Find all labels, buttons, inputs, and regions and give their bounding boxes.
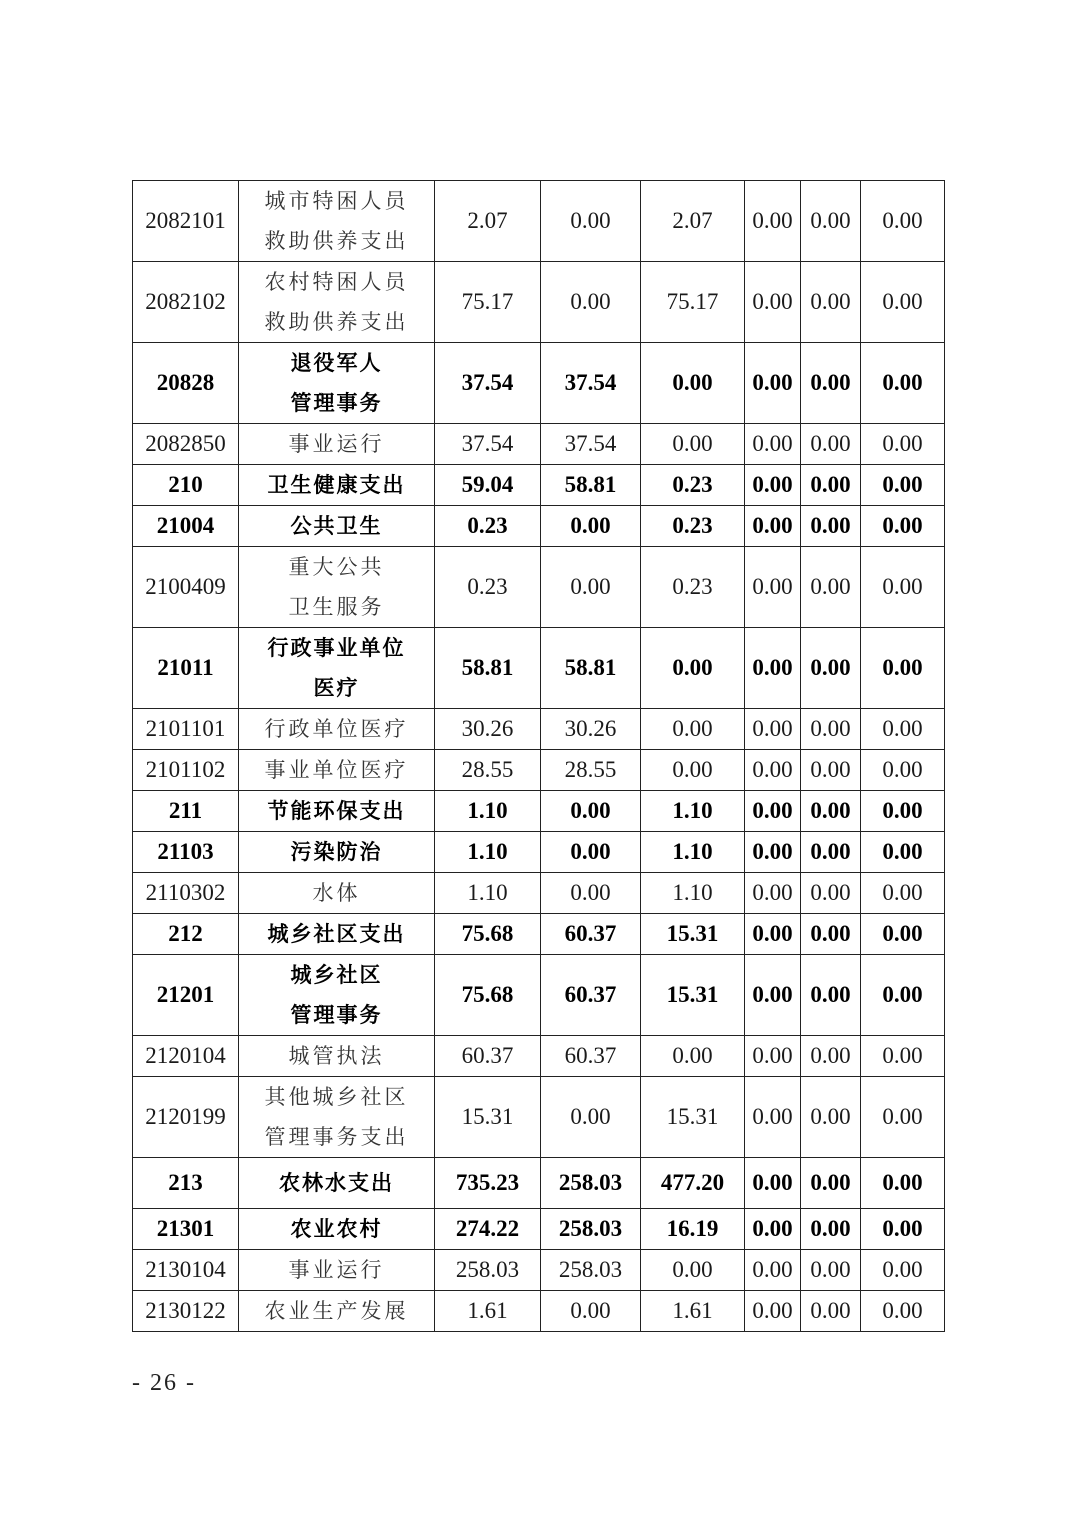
value-cell: 0.00 xyxy=(801,955,861,1036)
value-cell: 0.00 xyxy=(861,262,945,343)
value-cell: 0.00 xyxy=(745,1077,801,1158)
value-cell: 75.68 xyxy=(435,914,541,955)
value-cell: 0.00 xyxy=(801,791,861,832)
value-cell: 0.00 xyxy=(745,1250,801,1291)
table-row xyxy=(133,873,945,914)
value-cell: 0.23 xyxy=(641,506,745,547)
name-cell: 农业农村 xyxy=(239,1209,435,1250)
value-cell: 274.22 xyxy=(435,1209,541,1250)
code-cell: 212 xyxy=(133,914,239,955)
value-cell: 28.55 xyxy=(435,750,541,791)
code-cell: 2130104 xyxy=(133,1250,239,1291)
name-cell: 水体 xyxy=(239,873,435,914)
code-cell: 2101102 xyxy=(133,750,239,791)
value-cell: 2.07 xyxy=(641,181,745,262)
value-cell: 0.00 xyxy=(861,832,945,873)
value-cell: 1.10 xyxy=(435,873,541,914)
value-cell: 0.00 xyxy=(861,914,945,955)
value-cell: 1.61 xyxy=(641,1291,745,1332)
value-cell: 58.81 xyxy=(541,465,641,506)
value-cell: 0.23 xyxy=(641,547,745,628)
value-cell: 37.54 xyxy=(541,343,641,424)
value-cell: 0.00 xyxy=(745,628,801,709)
value-cell: 0.00 xyxy=(541,791,641,832)
code-cell: 20828 xyxy=(133,343,239,424)
value-cell: 0.00 xyxy=(745,914,801,955)
table-row xyxy=(133,1250,945,1291)
value-cell: 0.00 xyxy=(541,873,641,914)
value-cell: 0.00 xyxy=(745,1291,801,1332)
value-cell: 0.00 xyxy=(801,1291,861,1332)
value-cell: 0.00 xyxy=(861,750,945,791)
value-cell: 0.00 xyxy=(801,506,861,547)
code-cell: 2082850 xyxy=(133,424,239,465)
code-cell: 2082102 xyxy=(133,262,239,343)
value-cell: 0.00 xyxy=(745,750,801,791)
code-cell: 21103 xyxy=(133,832,239,873)
value-cell: 15.31 xyxy=(641,1077,745,1158)
value-cell: 0.00 xyxy=(745,424,801,465)
value-cell: 0.23 xyxy=(435,547,541,628)
name-cell: 行政事业单位 医疗 xyxy=(239,628,435,709)
value-cell: 0.00 xyxy=(861,506,945,547)
table-row xyxy=(133,547,945,628)
code-cell: 21011 xyxy=(133,628,239,709)
value-cell: 0.00 xyxy=(745,262,801,343)
value-cell: 258.03 xyxy=(541,1158,641,1209)
name-cell: 城乡社区 管理事务 xyxy=(239,955,435,1036)
value-cell: 0.00 xyxy=(861,181,945,262)
name-cell: 节能环保支出 xyxy=(239,791,435,832)
value-cell: 0.00 xyxy=(801,465,861,506)
value-cell: 0.00 xyxy=(861,709,945,750)
value-cell: 0.00 xyxy=(745,791,801,832)
value-cell: 2.07 xyxy=(435,181,541,262)
value-cell: 0.00 xyxy=(801,750,861,791)
table-row xyxy=(133,1036,945,1077)
value-cell: 1.10 xyxy=(641,791,745,832)
value-cell: 0.23 xyxy=(641,465,745,506)
code-cell: 210 xyxy=(133,465,239,506)
value-cell: 0.00 xyxy=(801,262,861,343)
value-cell: 0.00 xyxy=(801,832,861,873)
table-row xyxy=(133,628,945,709)
value-cell: 1.10 xyxy=(641,832,745,873)
value-cell: 0.00 xyxy=(861,424,945,465)
value-cell: 0.00 xyxy=(861,343,945,424)
value-cell: 0.00 xyxy=(861,465,945,506)
value-cell: 0.00 xyxy=(801,1250,861,1291)
table-row xyxy=(133,343,945,424)
value-cell: 58.81 xyxy=(541,628,641,709)
table-row xyxy=(133,1291,945,1332)
value-cell: 258.03 xyxy=(541,1250,641,1291)
code-cell: 2101101 xyxy=(133,709,239,750)
value-cell: 37.54 xyxy=(435,343,541,424)
value-cell: 28.55 xyxy=(541,750,641,791)
value-cell: 0.00 xyxy=(801,343,861,424)
code-cell: 21301 xyxy=(133,1209,239,1250)
value-cell: 0.00 xyxy=(745,343,801,424)
table-row xyxy=(133,914,945,955)
value-cell: 0.00 xyxy=(541,547,641,628)
value-cell: 0.00 xyxy=(641,1036,745,1077)
value-cell: 0.00 xyxy=(745,955,801,1036)
value-cell: 0.00 xyxy=(641,709,745,750)
name-cell: 卫生健康支出 xyxy=(239,465,435,506)
value-cell: 37.54 xyxy=(435,424,541,465)
name-cell: 重大公共 卫生服务 xyxy=(239,547,435,628)
value-cell: 0.00 xyxy=(745,506,801,547)
value-cell: 0.00 xyxy=(541,832,641,873)
name-cell: 城市特困人员 救助供养支出 xyxy=(239,181,435,262)
value-cell: 0.00 xyxy=(801,914,861,955)
code-cell: 2110302 xyxy=(133,873,239,914)
value-cell: 75.17 xyxy=(641,262,745,343)
value-cell: 0.23 xyxy=(435,506,541,547)
table-row xyxy=(133,465,945,506)
value-cell: 0.00 xyxy=(801,547,861,628)
name-cell: 其他城乡社区 管理事务支出 xyxy=(239,1077,435,1158)
value-cell: 15.31 xyxy=(641,914,745,955)
name-cell: 退役军人 管理事务 xyxy=(239,343,435,424)
name-cell: 事业运行 xyxy=(239,1250,435,1291)
code-cell: 2120199 xyxy=(133,1077,239,1158)
value-cell: 0.00 xyxy=(641,628,745,709)
table-row xyxy=(133,832,945,873)
value-cell: 0.00 xyxy=(541,181,641,262)
value-cell: 60.37 xyxy=(541,955,641,1036)
name-cell: 公共卫生 xyxy=(239,506,435,547)
code-cell: 21004 xyxy=(133,506,239,547)
value-cell: 0.00 xyxy=(861,547,945,628)
table-row xyxy=(133,791,945,832)
value-cell: 0.00 xyxy=(861,1250,945,1291)
value-cell: 0.00 xyxy=(745,1158,801,1209)
value-cell: 0.00 xyxy=(861,1158,945,1209)
value-cell: 0.00 xyxy=(861,1077,945,1158)
table-row xyxy=(133,262,945,343)
page-number: - 26 - xyxy=(132,1370,196,1396)
value-cell: 0.00 xyxy=(801,424,861,465)
code-cell: 2082101 xyxy=(133,181,239,262)
value-cell: 1.61 xyxy=(435,1291,541,1332)
name-cell: 污染防治 xyxy=(239,832,435,873)
value-cell: 0.00 xyxy=(861,873,945,914)
value-cell: 16.19 xyxy=(641,1209,745,1250)
value-cell: 735.23 xyxy=(435,1158,541,1209)
value-cell: 477.20 xyxy=(641,1158,745,1209)
value-cell: 75.17 xyxy=(435,262,541,343)
value-cell: 0.00 xyxy=(861,1036,945,1077)
value-cell: 0.00 xyxy=(745,832,801,873)
value-cell: 0.00 xyxy=(801,709,861,750)
value-cell: 37.54 xyxy=(541,424,641,465)
code-cell: 2130122 xyxy=(133,1291,239,1332)
value-cell: 1.10 xyxy=(435,832,541,873)
value-cell: 0.00 xyxy=(745,1209,801,1250)
value-cell: 0.00 xyxy=(745,873,801,914)
value-cell: 0.00 xyxy=(861,1209,945,1250)
value-cell: 0.00 xyxy=(801,181,861,262)
value-cell: 0.00 xyxy=(641,343,745,424)
value-cell: 58.81 xyxy=(435,628,541,709)
value-cell: 0.00 xyxy=(541,1077,641,1158)
value-cell: 1.10 xyxy=(641,873,745,914)
value-cell: 0.00 xyxy=(641,1250,745,1291)
table-row xyxy=(133,709,945,750)
value-cell: 0.00 xyxy=(641,750,745,791)
value-cell: 258.03 xyxy=(541,1209,641,1250)
code-cell: 2120104 xyxy=(133,1036,239,1077)
value-cell: 0.00 xyxy=(745,709,801,750)
code-cell: 21201 xyxy=(133,955,239,1036)
value-cell: 60.37 xyxy=(541,1036,641,1077)
value-cell: 0.00 xyxy=(541,506,641,547)
value-cell: 0.00 xyxy=(745,547,801,628)
table-row xyxy=(133,750,945,791)
table-row xyxy=(133,1077,945,1158)
value-cell: 258.03 xyxy=(435,1250,541,1291)
value-cell: 1.10 xyxy=(435,791,541,832)
name-cell: 事业运行 xyxy=(239,424,435,465)
code-cell: 211 xyxy=(133,791,239,832)
value-cell: 59.04 xyxy=(435,465,541,506)
value-cell: 0.00 xyxy=(745,181,801,262)
value-cell: 0.00 xyxy=(861,955,945,1036)
table-row xyxy=(133,181,945,262)
value-cell: 0.00 xyxy=(745,1036,801,1077)
name-cell: 农村特困人员 救助供养支出 xyxy=(239,262,435,343)
value-cell: 15.31 xyxy=(641,955,745,1036)
name-cell: 城管执法 xyxy=(239,1036,435,1077)
value-cell: 15.31 xyxy=(435,1077,541,1158)
value-cell: 0.00 xyxy=(801,628,861,709)
value-cell: 0.00 xyxy=(861,791,945,832)
table-row xyxy=(133,1209,945,1250)
value-cell: 0.00 xyxy=(861,628,945,709)
table-row xyxy=(133,424,945,465)
name-cell: 行政单位医疗 xyxy=(239,709,435,750)
name-cell: 事业单位医疗 xyxy=(239,750,435,791)
value-cell: 0.00 xyxy=(801,1158,861,1209)
table-row xyxy=(133,506,945,547)
value-cell: 60.37 xyxy=(541,914,641,955)
value-cell: 0.00 xyxy=(861,1291,945,1332)
value-cell: 30.26 xyxy=(541,709,641,750)
value-cell: 0.00 xyxy=(801,873,861,914)
code-cell: 213 xyxy=(133,1158,239,1209)
name-cell: 城乡社区支出 xyxy=(239,914,435,955)
value-cell: 0.00 xyxy=(541,1291,641,1332)
table-row xyxy=(133,955,945,1036)
name-cell: 农业生产发展 xyxy=(239,1291,435,1332)
budget-table xyxy=(132,180,945,1332)
table-body xyxy=(133,181,945,1332)
value-cell: 0.00 xyxy=(541,262,641,343)
value-cell: 0.00 xyxy=(801,1209,861,1250)
code-cell: 2100409 xyxy=(133,547,239,628)
value-cell: 30.26 xyxy=(435,709,541,750)
value-cell: 0.00 xyxy=(745,465,801,506)
value-cell: 0.00 xyxy=(641,424,745,465)
value-cell: 0.00 xyxy=(801,1077,861,1158)
name-cell: 农林水支出 xyxy=(239,1158,435,1209)
value-cell: 0.00 xyxy=(801,1036,861,1077)
value-cell: 75.68 xyxy=(435,955,541,1036)
table-row xyxy=(133,1158,945,1209)
value-cell: 60.37 xyxy=(435,1036,541,1077)
